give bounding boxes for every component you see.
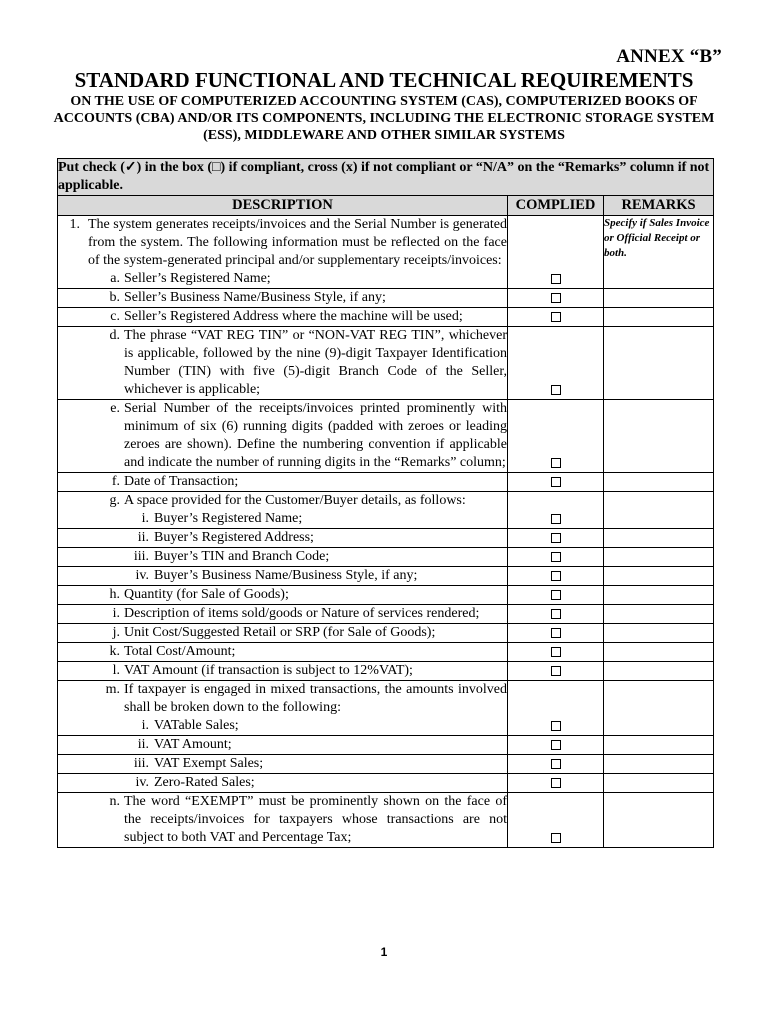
- compliance-checkbox[interactable]: [551, 628, 561, 638]
- item-text: Zero-Rated Sales;: [154, 775, 255, 790]
- page-number: 1: [380, 945, 388, 959]
- compliance-checkbox[interactable]: [551, 533, 561, 543]
- description-cell: [58, 774, 508, 793]
- compliance-checkbox[interactable]: [551, 647, 561, 657]
- description-cell: [58, 605, 508, 624]
- item-label: ii.: [137, 737, 149, 752]
- complied-cell: [508, 681, 604, 736]
- compliance-checkbox[interactable]: [551, 590, 561, 600]
- item-label: i.: [141, 511, 149, 526]
- item-text: If taxpayer is engaged in mixed transactions, the amounts involved shall be broken down to the following:: [124, 682, 507, 715]
- item-label: iii.: [133, 549, 149, 564]
- remarks-cell[interactable]: [604, 793, 714, 848]
- item-text: Quantity (for Sale of Goods);: [124, 587, 289, 602]
- table-row: [58, 289, 714, 308]
- item-text: Buyer’s Business Name/Business Style, if any;: [154, 568, 418, 583]
- item-label: iii.: [133, 756, 149, 771]
- remarks-cell[interactable]: [604, 289, 714, 308]
- item-text: VAT Amount;: [154, 737, 232, 752]
- remarks-cell[interactable]: [604, 662, 714, 681]
- item-text: Unit Cost/Suggested Retail or SRP (for Sale of Goods);: [124, 625, 436, 640]
- table-row: [58, 793, 714, 848]
- item-label: a.: [110, 271, 120, 286]
- remarks-cell: Specify if Sales Invoice or Official Receipt or both.: [604, 216, 714, 289]
- item-label: k.: [109, 644, 120, 659]
- item-text: Seller’s Registered Name;: [124, 271, 271, 286]
- table-row: [58, 327, 714, 400]
- remarks-cell[interactable]: [604, 643, 714, 662]
- complied-cell: [508, 400, 604, 473]
- description-cell: [58, 681, 508, 736]
- complied-cell: [508, 567, 604, 586]
- description-cell: [58, 548, 508, 567]
- description-cell: [58, 586, 508, 605]
- compliance-checkbox[interactable]: [551, 759, 561, 769]
- item-label: e.: [110, 401, 120, 416]
- list-item: [58, 216, 507, 270]
- complied-cell: [508, 662, 604, 681]
- item-label: b.: [109, 290, 120, 305]
- table-row: [58, 529, 714, 548]
- item-text: The system generates receipts/invoices and the Serial Number is generated from the system. The following information must be reflected on the face of the system-generated principal and/or supplementary receipts/invoices:: [88, 217, 507, 268]
- item-label: n.: [109, 794, 120, 809]
- document-title: STANDARD FUNCTIONAL AND TECHNICAL REQUIREMENTS: [74, 68, 694, 92]
- item-text: Buyer’s Registered Name;: [154, 511, 303, 526]
- table-row: [58, 567, 714, 586]
- complied-cell: [508, 473, 604, 492]
- compliance-checkbox[interactable]: [551, 312, 561, 322]
- item-number: 1.: [69, 217, 80, 232]
- remarks-cell[interactable]: [604, 400, 714, 473]
- item-text: VATable Sales;: [154, 718, 239, 733]
- complied-cell: [508, 755, 604, 774]
- remarks-cell[interactable]: [604, 755, 714, 774]
- complied-cell: [508, 793, 604, 848]
- compliance-checkbox[interactable]: [551, 552, 561, 562]
- table-row: [58, 308, 714, 327]
- compliance-checkbox[interactable]: [551, 458, 561, 468]
- table-row: [58, 774, 714, 793]
- compliance-checkbox[interactable]: [551, 293, 561, 303]
- remarks-cell[interactable]: [604, 473, 714, 492]
- item-text: The phrase “VAT REG TIN” or “NON-VAT REG TIN”, whichever is applicable, followed by the nine (9)-digit Taxpayer Identification Number (TIN) with five (5)-digit Branch Code of the Seller, whichever is applicable;: [124, 328, 507, 397]
- complied-cell: [508, 605, 604, 624]
- table-row: [58, 400, 714, 473]
- compliance-checkbox[interactable]: [551, 477, 561, 487]
- table-row: [58, 736, 714, 755]
- compliance-checkbox[interactable]: [551, 609, 561, 619]
- item-text: Seller’s Registered Address where the machine will be used;: [124, 309, 463, 324]
- item-text: VAT Amount (if transaction is subject to 12%VAT);: [124, 663, 413, 678]
- item-text: Buyer’s TIN and Branch Code;: [154, 549, 330, 564]
- description-cell: [58, 643, 508, 662]
- item-label: h.: [109, 587, 120, 602]
- description-cell: [58, 662, 508, 681]
- remarks-cell[interactable]: [604, 548, 714, 567]
- list-item: [58, 270, 507, 288]
- description-cell: [58, 755, 508, 774]
- remarks-cell[interactable]: [604, 567, 714, 586]
- annex-label: ANNEX “B”: [616, 46, 722, 67]
- description-cell: [58, 793, 508, 848]
- compliance-checkbox[interactable]: [551, 274, 561, 284]
- table-row: [58, 548, 714, 567]
- item-label: f.: [111, 474, 120, 489]
- remarks-cell[interactable]: [604, 529, 714, 548]
- complied-cell: [508, 289, 604, 308]
- complied-cell: [508, 548, 604, 567]
- remarks-cell[interactable]: [604, 605, 714, 624]
- complied-cell: [508, 643, 604, 662]
- remarks-cell[interactable]: [604, 308, 714, 327]
- description-cell: [58, 492, 508, 529]
- complied-cell: [508, 586, 604, 605]
- header-complied: COMPLIED: [508, 196, 604, 216]
- description-cell: [58, 529, 508, 548]
- description-cell: [58, 216, 508, 289]
- complied-cell: [508, 529, 604, 548]
- description-cell: [58, 567, 508, 586]
- complied-cell: [508, 774, 604, 793]
- compliance-checkbox[interactable]: [551, 385, 561, 395]
- header-row: [58, 196, 714, 216]
- description-cell: [58, 473, 508, 492]
- table-row: [58, 681, 714, 736]
- remarks-cell[interactable]: [604, 624, 714, 643]
- complied-cell: [508, 216, 604, 289]
- item-label: g.: [109, 493, 120, 508]
- item-label: iv.: [135, 775, 149, 790]
- item-label: d.: [109, 328, 120, 343]
- item-text: Seller’s Business Name/Business Style, if any;: [124, 290, 386, 305]
- item-label: ii.: [137, 530, 149, 545]
- description-cell: [58, 289, 508, 308]
- item-text: Buyer’s Registered Address;: [154, 530, 314, 545]
- description-cell: [58, 400, 508, 473]
- description-cell: [58, 308, 508, 327]
- compliance-checkbox[interactable]: [551, 833, 561, 843]
- remarks-cell[interactable]: [604, 492, 714, 529]
- compliance-checkbox[interactable]: [551, 721, 561, 731]
- instruction-banner: Put check (✓) in the box (□) if compliant, cross (x) if not compliant or “N/A” on the “Remarks” column if not applicable.: [58, 159, 714, 196]
- item-label: iv.: [135, 568, 149, 583]
- remarks-cell[interactable]: [604, 586, 714, 605]
- header-description: DESCRIPTION: [58, 196, 508, 216]
- item-text: A space provided for the Customer/Buyer details, as follows:: [124, 493, 466, 508]
- requirements-table: [57, 158, 714, 848]
- complied-cell: [508, 736, 604, 755]
- compliance-checkbox[interactable]: [551, 666, 561, 676]
- item-label: c.: [110, 309, 120, 324]
- header-remarks: REMARKS: [604, 196, 714, 216]
- table-row: [58, 605, 714, 624]
- item-label: l.: [112, 663, 120, 678]
- complied-cell: [508, 492, 604, 529]
- complied-cell: [508, 624, 604, 643]
- remarks-cell[interactable]: [604, 774, 714, 793]
- item-text: Date of Transaction;: [124, 474, 239, 489]
- table-row: [58, 624, 714, 643]
- description-cell: [58, 736, 508, 755]
- item-label: m.: [105, 682, 120, 697]
- remarks-cell[interactable]: [604, 736, 714, 755]
- compliance-checkbox[interactable]: [551, 514, 561, 524]
- description-cell: [58, 624, 508, 643]
- complied-cell: [508, 327, 604, 400]
- complied-cell: [508, 308, 604, 327]
- table-row: [58, 662, 714, 681]
- compliance-checkbox[interactable]: [551, 778, 561, 788]
- compliance-checkbox[interactable]: [551, 740, 561, 750]
- table-row: [58, 473, 714, 492]
- table-row: [58, 216, 714, 289]
- item-label: i.: [141, 718, 149, 733]
- compliance-checkbox[interactable]: [551, 571, 561, 581]
- item-text: VAT Exempt Sales;: [154, 756, 264, 771]
- item-label: j.: [112, 625, 120, 640]
- table-row: [58, 755, 714, 774]
- item-text: The word “EXEMPT” must be prominently shown on the face of the receipts/invoices for taxpayers whose transactions are not subject to both VAT and Percentage Tax;: [124, 794, 507, 845]
- table-row: [58, 492, 714, 529]
- table-row: [58, 643, 714, 662]
- table-row: [58, 586, 714, 605]
- item-label: i.: [112, 606, 120, 621]
- document-subtitle: ON THE USE OF COMPUTERIZED ACCOUNTING SYSTEM (CAS), COMPUTERIZED BOOKS OF ACCOUNTS (CBA) AND/OR ITS COMPONENTS, INCLUDING THE ELECTRONIC STORAGE SYSTEM (ESS), MIDDLEWARE AND OTHER SIMILAR SYSTEMS: [53, 94, 715, 143]
- description-cell: [58, 327, 508, 400]
- item-text: Total Cost/Amount;: [124, 644, 236, 659]
- remarks-cell[interactable]: [604, 681, 714, 736]
- remarks-cell[interactable]: [604, 327, 714, 400]
- item-text: Serial Number of the receipts/invoices printed prominently with minimum of six (6) running digits (padded with zeroes or leading zeroes are shown). Define the numbering convention if applicable and indicate the number of running digits in the “Remarks” column;: [124, 401, 507, 470]
- item-text: Description of items sold/goods or Nature of services rendered;: [124, 606, 480, 621]
